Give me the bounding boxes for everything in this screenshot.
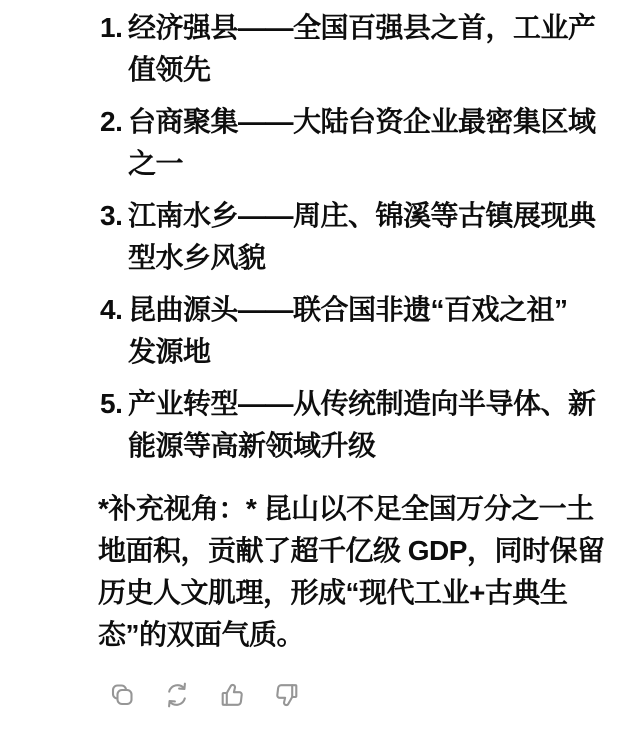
paragraph-line: 地面积，贡献了超千亿级 GDP，同时保留: [98, 535, 605, 566]
regenerate-button[interactable]: [163, 681, 191, 709]
list-item-text: [128, 289, 600, 373]
list-item-line: 台商聚集——大陆台资企业最密集区域: [128, 106, 596, 137]
list-item-text: [128, 195, 600, 279]
list-item-line: 产业转型——从传统制造向半导体、新: [128, 388, 596, 419]
supplement-paragraph: [98, 488, 605, 656]
list-item: [98, 383, 600, 467]
list-item-line: 昆曲源头——联合国非遗“百戏之祖”: [128, 294, 568, 325]
numbered-list: [98, 7, 600, 467]
list-item: [98, 195, 600, 279]
list-item-text: [128, 383, 600, 467]
list-item-line: 江南水乡——周庄、锦溪等古镇展现典: [128, 200, 596, 231]
list-item-number: 3.: [100, 200, 123, 231]
list-item-text: [128, 7, 600, 91]
list-item-line: 经济强县——全国百强县之首，工业产: [128, 12, 596, 43]
list-item: [98, 101, 600, 185]
list-item-text: [128, 101, 600, 185]
list-item-line: 能源等高新领域升级: [128, 430, 376, 461]
paragraph-line: 历史人文肌理，形成“现代工业+古典生: [98, 577, 568, 608]
list-item-number: 5.: [100, 388, 123, 419]
message-action-bar: [108, 681, 600, 709]
thumbs-down-icon: [273, 681, 301, 709]
thumbs-up-button[interactable]: [218, 681, 246, 709]
thumbs-down-button[interactable]: [273, 681, 301, 709]
list-item-number: 1.: [100, 12, 123, 43]
copy-button[interactable]: [108, 681, 136, 709]
paragraph-line: 态”的双面气质。: [98, 619, 305, 650]
regenerate-icon: [163, 681, 191, 709]
list-item-line: 型水乡风貌: [128, 242, 266, 273]
list-item-line: 发源地: [128, 336, 211, 367]
list-item-number: 2.: [100, 106, 123, 137]
list-item: [98, 7, 600, 91]
paragraph-line: *补充视角：* 昆山以不足全国万分之一土: [98, 493, 594, 524]
list-item-number: 4.: [100, 294, 123, 325]
list-item-line: 之一: [128, 148, 184, 179]
list-item-line: 值领先: [128, 54, 211, 85]
list-item: [98, 289, 600, 373]
copy-icon: [108, 681, 136, 709]
thumbs-up-icon: [218, 681, 246, 709]
